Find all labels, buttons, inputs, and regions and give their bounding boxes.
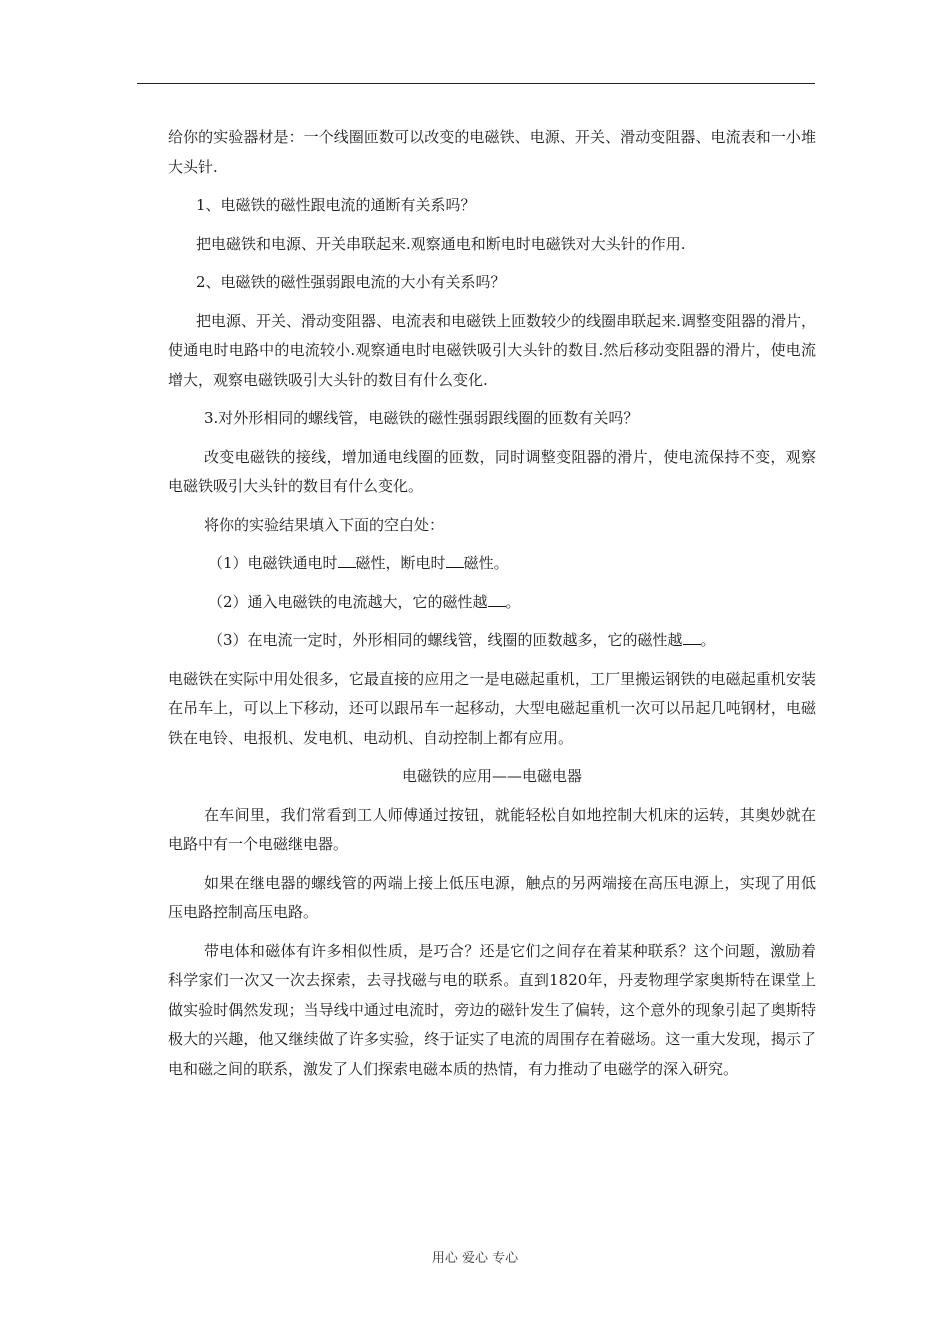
answer-blank[interactable] — [446, 551, 464, 568]
question-3: 3.对外形相同的螺线管，电磁铁的磁性强弱跟线圈的匝数有关吗？ — [204, 409, 639, 427]
question-2: 2、电磁铁的磁性强弱跟电流的大小有关系吗？ — [196, 273, 506, 291]
section-title: 电磁铁的应用——电磁电器 — [401, 767, 582, 785]
answer-blank[interactable] — [338, 551, 356, 568]
question-2-method: 把电源、开关、滑动变阻器、电流表和电磁铁上匝数较少的线圈串联起来.调整变阻器的滑片，使通电时电路中的电流较小.观察通电时电磁铁吸引大头针的数目.然后移动变阻器的滑片，使电流增大，观察电磁铁吸引大头针的数目有什么变化. — [168, 311, 816, 389]
history-paragraph: 带电体和磁体有许多相似性质，是巧合？还是它们之间存在着某种联系？这个问题，激励着科学家们一次又一次去探索，去寻找磁与电的联系。直到1820年，丹麦物理学家奥斯特在课堂上做实验时偶然发现；当导线中通过电流时，旁边的磁针发生了偏转，这个意外的现象引起了奥斯特极大的兴趣，他又继续做了许多实验，终于证实了电流的周围存在着磁场。这一重大发现，揭示了电和磁之间的联系，激发了人们探索电磁本质的热情，有力推动了电磁学的深入研究。 — [168, 941, 816, 1078]
fill-in-item-3: （3）在电流一定时，外形相同的螺线管，线圈的匝数越多，它的磁性越 。 — [168, 626, 816, 656]
page-footer: 用心 爱心 专心 — [431, 1251, 519, 1266]
relay-paragraph-2: 如果在继电器的螺线管的两端上接上低压电源，触点的另两端接在高压电源上，实现了用低压电路控制高压电路。 — [168, 873, 816, 921]
question-1-method: 把电磁铁和电源、开关串联起来.观察通电和断电时电磁铁对大头针的作用. — [196, 234, 686, 253]
header-rule — [137, 83, 815, 84]
question-1: 1、电磁铁的磁性跟电流的通断有关系吗？ — [196, 196, 476, 214]
document-body — [168, 123, 816, 1093]
question-3-method: 改变电磁铁的接线，增加通电线圈的匝数，同时调整变阻器的滑片，使电流保持不变，观察电磁铁吸引大头针的数目有什么变化。 — [168, 447, 816, 495]
fill-in-item-2: （2）通入电磁铁的电流越大，它的磁性越 。 — [168, 588, 816, 618]
relay-paragraph-1: 在车间里，我们常看到工人师傅通过按钮，就能轻松自如地控制大机床的运转，其奥妙就在电路中有一个电磁继电器。 — [168, 805, 816, 853]
application-paragraph: 电磁铁在实际中用处很多，它最直接的应用之一是电磁起重机，工厂里搬运钢铁的电磁起重机安装在吊车上，可以上下移动，还可以跟吊车一起移动，大型电磁起重机一次可以吊起几吨钢材，电磁铁在电铃、电报机、发电机、电动机、自动控制上都有应用。 — [168, 669, 816, 747]
fill-in-prompt: 将你的实验结果填入下面的空白处： — [204, 515, 445, 534]
fill-in-item-1: （1）电磁铁通电时 磁性，断电时 磁性。 — [168, 549, 816, 579]
intro-paragraph: 给你的实验器材是：一个线圈匝数可以改变的电磁铁、电源、开关、滑动变阻器、电流表和一小堆大头针. — [168, 128, 816, 176]
answer-blank[interactable] — [488, 590, 506, 607]
answer-blank[interactable] — [683, 628, 701, 645]
